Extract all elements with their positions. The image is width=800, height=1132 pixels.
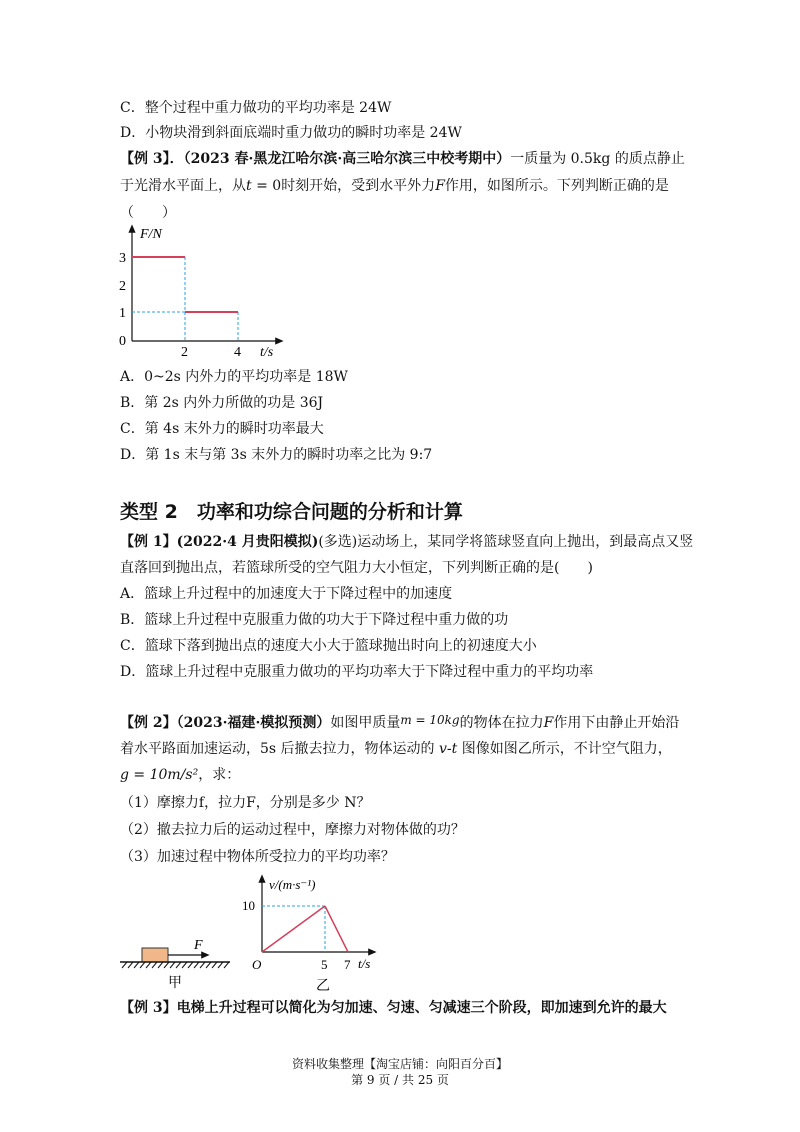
question-2: （2）撤去拉力后的运动过程中，摩擦力对物体做的功？ <box>120 822 465 838</box>
example-3b-line <box>120 998 667 1018</box>
example-3-option-d: D．第 1s 末与第 3s 末外力的瞬时功率之比为 9:7 <box>120 447 433 463</box>
force-variable-2: F <box>543 715 554 731</box>
example-3-line1 <box>120 149 685 169</box>
example-2-ask: ，求： <box>198 767 241 783</box>
example-3-text2c: 作用，如图所示。下列判断正确的是 <box>444 178 669 194</box>
example-1-option-c: C．篮球下落到抛出点的速度大小大于篮球抛出时向上的初速度大小 <box>120 638 537 654</box>
figure-yi-caption: 乙 <box>316 979 330 994</box>
example-1-line1 <box>120 532 693 552</box>
force-variable: F <box>435 178 445 194</box>
example-2-tag: 【例 2】（2023·福建·模拟预测） <box>120 715 331 731</box>
section-title: 类型 2 功率和功综合问题的分析和计算 <box>120 501 463 523</box>
option-d-prev: D．小物块滑到斜面底端时重力做功的瞬时功率是 24W <box>120 125 462 141</box>
y-tick-2: 2 <box>119 279 126 294</box>
example-1-line2: 直落回到抛出点，若篮球所受的空气阻力大小恒定，下列判断正确的是( ) <box>120 560 593 576</box>
example-2-text1c: 作用下由静止开始沿 <box>553 715 680 731</box>
example-3-text2a: 于光滑水平面上，从 <box>120 178 246 194</box>
x-axis-label: t/s <box>260 345 274 360</box>
force-label: F <box>194 938 203 953</box>
time-variable: t <box>246 178 252 194</box>
question-1: （1）摩擦力f，拉力F，分别是多少 N？ <box>120 795 371 811</box>
figure-block-on-ground <box>118 935 236 993</box>
time-equals: = 0 <box>251 178 282 194</box>
example-3-option-c: C．第 4s 末外力的瞬时功率最大 <box>120 421 324 437</box>
origin-label: O <box>252 957 262 972</box>
example-3-option-a: A．0~2s 内外力的平均功率是 18W <box>120 369 348 385</box>
vt-label: v-t <box>439 741 458 757</box>
example-2-text1a: 如图甲质量 <box>330 715 401 731</box>
figure-jia-caption: 甲 <box>168 976 182 991</box>
velocity-time-graph <box>240 872 385 997</box>
example-2-text2b: 图像如图乙所示，不计空气阻力， <box>457 741 672 757</box>
mass-value: m = 10kg <box>400 713 460 727</box>
t-tick-7: 7 <box>344 957 351 972</box>
example-1-option-a: A．篮球上升过程中的加速度大于下降过程中的加速度 <box>120 586 453 602</box>
example-2-line1 <box>120 713 679 733</box>
v-axis-label: v/(m·s⁻¹) <box>269 877 316 892</box>
example-1-tag: 【例 1】(2022·4 月贵阳模拟) <box>120 534 319 550</box>
t-axis-label: t/s <box>358 956 371 971</box>
y-tick-1: 1 <box>119 306 126 321</box>
v-tick-10: 10 <box>242 898 255 913</box>
velocity-decel-segment <box>325 906 348 952</box>
x-tick-2: 2 <box>181 345 188 360</box>
example-3-text1: 一质量为 0.5kg 的质点静止 <box>510 151 685 167</box>
y-axis-label: F/N <box>140 227 162 242</box>
velocity-accel-segment <box>262 906 325 952</box>
ground-hatching <box>122 962 229 968</box>
y-tick-0: 0 <box>119 334 126 349</box>
example-3-tag: 【例 3】．（2023 春·黑龙江哈尔滨·高三哈尔滨三中校考期中） <box>120 151 511 167</box>
block <box>142 948 168 962</box>
example-2-line2 <box>120 739 672 759</box>
t-tick-5: 5 <box>321 957 328 972</box>
x-tick-4: 4 <box>234 345 241 360</box>
example-1-option-b: B．篮球上升过程中克服重力做的功大于下降过程中重力做的功 <box>120 612 509 628</box>
gravity-value: g = 10m/s² <box>120 767 199 783</box>
y-tick-3: 3 <box>119 251 126 266</box>
footer-source: 资料收集整理【淘宝店铺：向阳百分百】 <box>291 1057 508 1071</box>
example-3-blank: （ ） <box>120 205 176 221</box>
example-2-text2a: 着水平路面加速运动，5s 后撤去拉力，物体运动的 <box>120 741 439 757</box>
example-1-option-d: D．篮球上升过程中克服重力做功的平均功率大于下降过程中重力的平均功率 <box>120 664 594 680</box>
example-3b-text: 【例 3】电梯上升过程可以简化为匀加速、匀速、匀减速三个阶段，即加速到允许的最大 <box>120 1000 667 1016</box>
example-2-text1b: 的物体在拉力 <box>459 715 544 731</box>
force-time-graph <box>112 222 292 362</box>
example-3-option-b: B．第 2s 内外力所做的功是 36J <box>120 395 324 411</box>
option-c-prev: C．整个过程中重力做功的平均功率是 24W <box>120 100 392 116</box>
question-3: （3）加速过程中物体所受拉力的平均功率？ <box>120 849 395 865</box>
page-number: 第 9 页 / 共 25 页 <box>351 1073 449 1087</box>
example-3-line2 <box>120 176 669 196</box>
example-1-text1: (多选)运动场上，某同学将篮球竖直向上抛出，到最高点又竖 <box>318 534 694 550</box>
example-3-text2b: 时刻开始，受到水平外力 <box>281 178 436 194</box>
example-2-line3 <box>120 765 240 785</box>
